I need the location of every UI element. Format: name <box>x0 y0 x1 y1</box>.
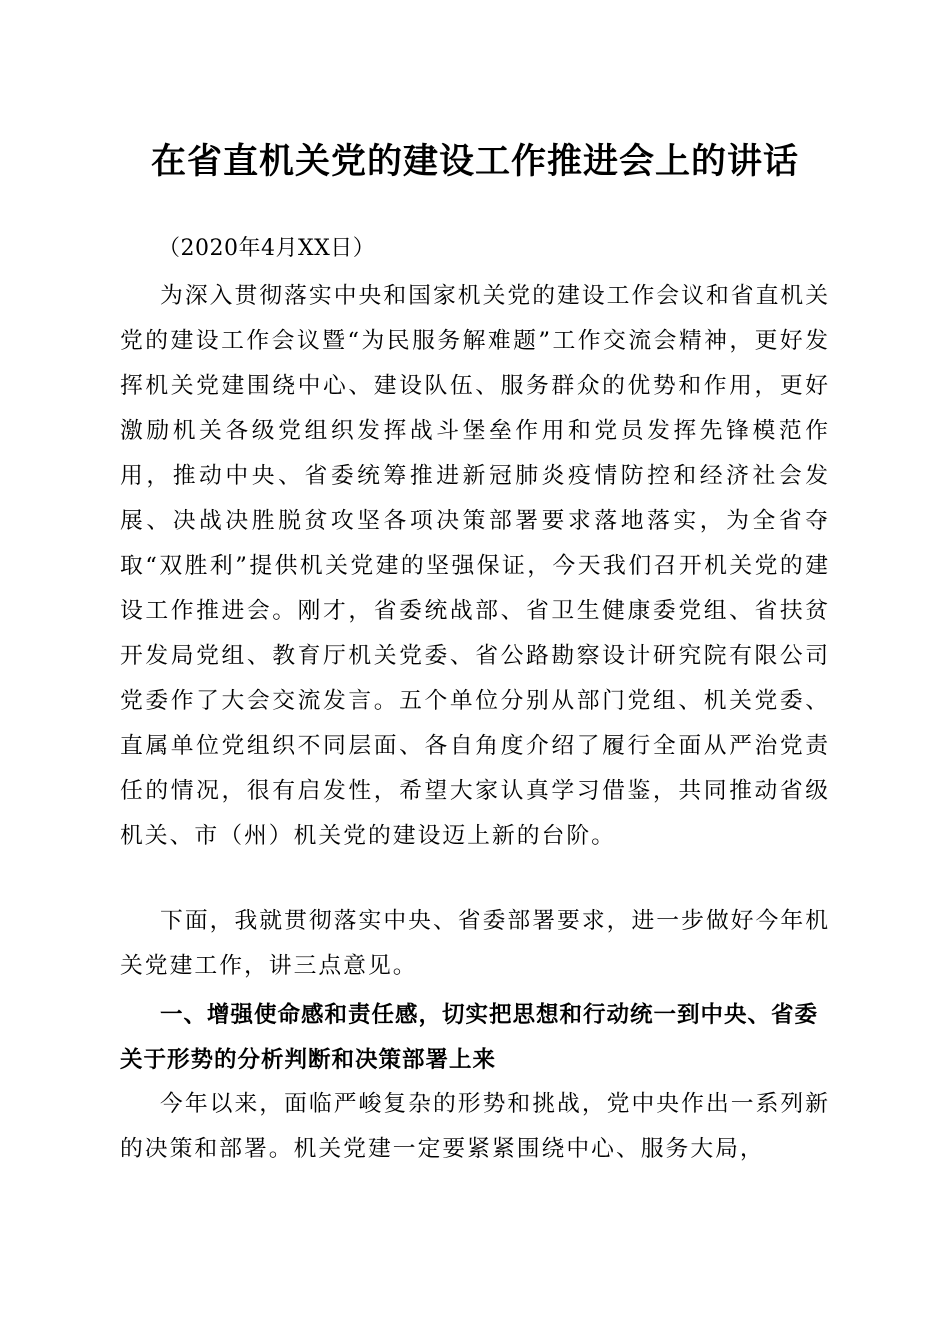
speech-date: （2020年4月XX日） <box>158 236 376 261</box>
paragraph-intro: 为深入贯彻落实中央和国家机关党的建设工作会议和省直机关党的建设工作会议暨“为民服务解难题”工作交流会精神，更好发挥机关党建围绕中心、建设队伍、服务群众的优势和作用，更好激励机关各级党组织发挥战斗堡垒作用和党员发挥先锋模范作用，推动中央、省委统筹推进新冠肺炎疫情防控和经济社会发展、决战决胜脱贫攻坚各项决策部署要求落地落实，为全省夺取“双胜利”提供机关党建的坚强保证，今天我们召开机关党的建设工作推进会。刚才，省委统战部、省卫生健康委党组、省扶贫开发局党组、教育厅机关党委、省公路勘察设计研究院有限公司党委作了大会交流发言。五个单位分别从部门党组、机关党委、直属单位党组织不同层面、各自角度介绍了履行全面从严治党责任的情况，很有启发性，希望大家认真学习借鉴，共同推动省级机关、市（州）机关党的建设迈上新的台阶。 <box>120 283 830 849</box>
paragraph-transition: 下面，我就贯彻落实中央、省委部署要求，进一步做好今年机关党建工作，讲三点意见。 <box>120 908 830 979</box>
document-title: 在省直机关党的建设工作推进会上的讲话 <box>150 141 799 182</box>
section-heading-1: 一、增强使命感和责任感，切实把思想和行动统一到中央、省委关于形势的分析判断和决策部署上来 <box>120 1002 819 1073</box>
paragraph-section-1: 今年以来，面临严峻复杂的形势和挑战，党中央作出一系列新的决策和部署。机关党建一定要紧紧围绕中心、服务大局， <box>120 1091 830 1162</box>
